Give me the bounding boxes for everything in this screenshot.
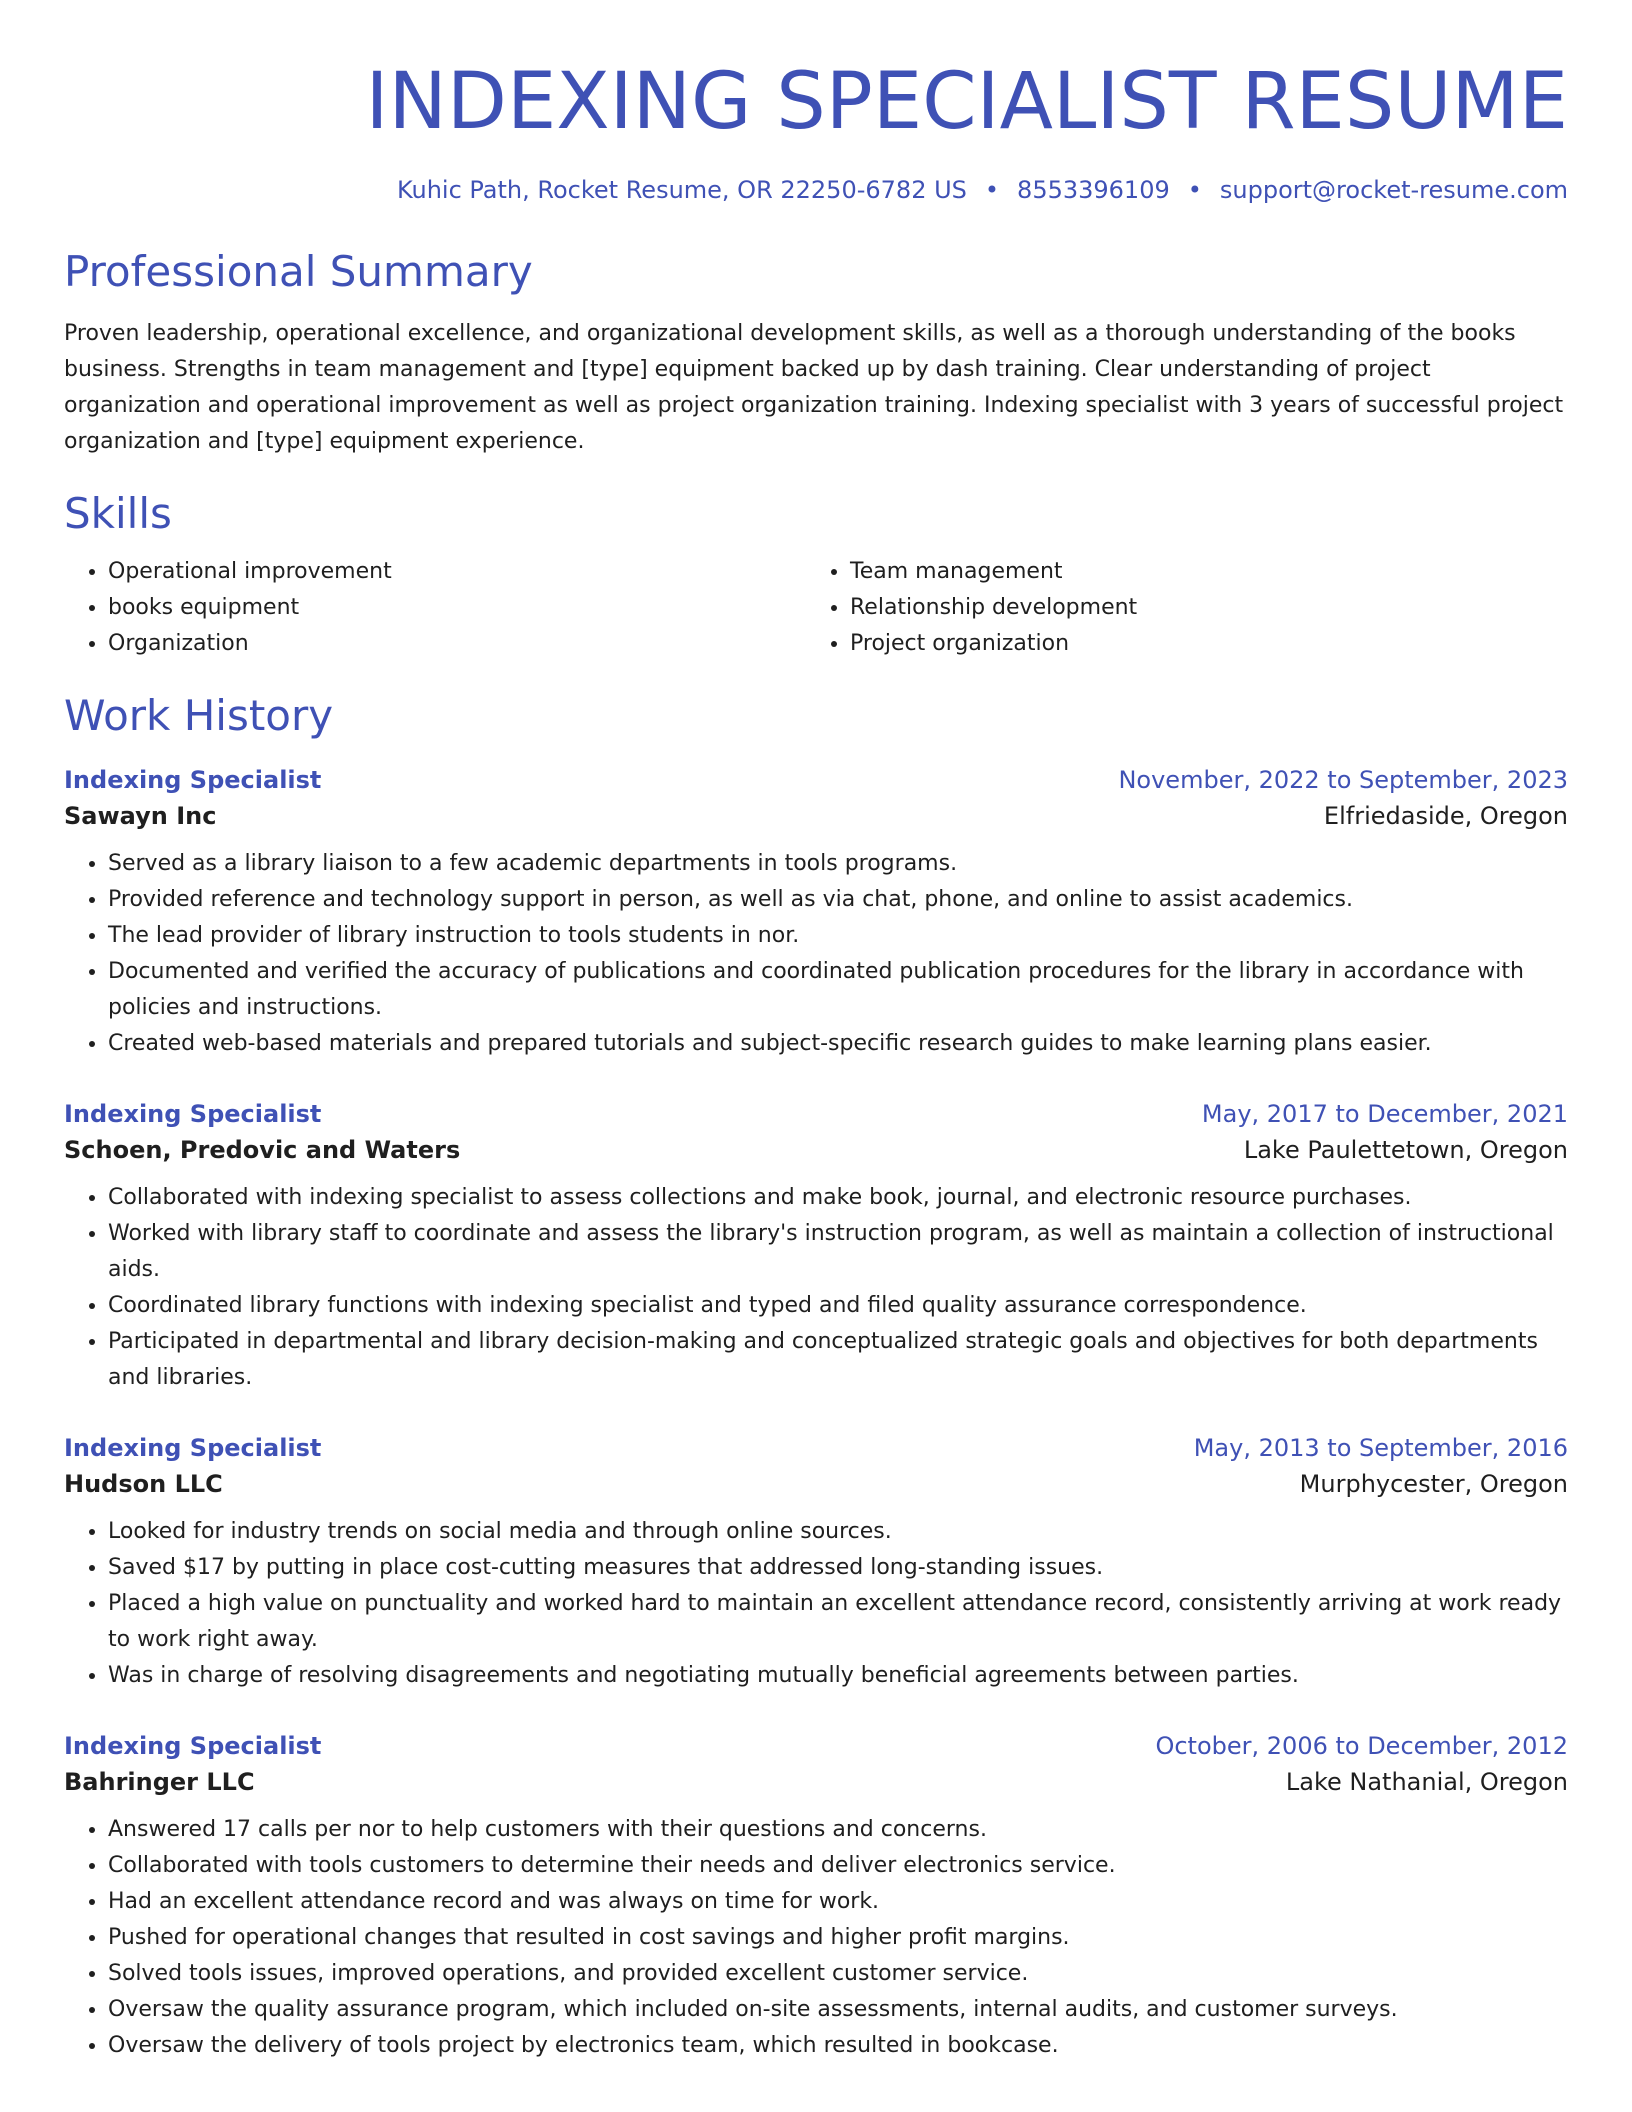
skill-item: • Team management xyxy=(850,554,1548,590)
job-title: Indexing Specialist xyxy=(64,1434,322,1462)
job-header xyxy=(64,762,1568,798)
work-history-heading: Work History xyxy=(64,691,334,740)
job-bullet: • Served as a library liaison to a few academic departments in tools programs. xyxy=(108,846,1568,882)
job-bullet: • Created web-based materials and prepared tutorials and subject-specific research guides to make learning plans easier. xyxy=(108,1026,1568,1062)
job-entry xyxy=(64,762,1568,1062)
job-company: Schoen, Predovic and Waters xyxy=(64,1136,461,1164)
summary-text: Proven leadership, operational excellence, and organizational development skills, as well as a thorough understanding of the books business. Strengths in team management and [type] equipment backed up by dash training. Clear understanding of project organization and operational improvement as well as project organization training. Indexing specialist with 3 years of successful project organization and [type] equipment experience. xyxy=(64,321,1564,454)
job-location: Lake Paulettetown, Oregon xyxy=(1243,1136,1568,1164)
job-bullet: • Provided reference and technology support in person, as well as via chat, phone, and online to assist academics. xyxy=(108,882,1568,918)
job-entry xyxy=(64,1096,1568,1396)
skill-item: • Organization xyxy=(108,626,806,662)
job-bullets xyxy=(64,1180,1568,1396)
skills-heading: Skills xyxy=(64,489,172,538)
job-bullet: • Pushed for operational changes that resulted in cost savings and higher profit margins. xyxy=(108,1920,1568,1956)
job-bullet: • Solved tools issues, improved operations, and provided excellent customer service. xyxy=(108,1956,1568,1992)
job-location: Elfriedaside, Oregon xyxy=(1323,802,1568,830)
job-company: Sawayn Inc xyxy=(64,802,217,830)
resume-header xyxy=(64,0,1568,206)
contact-line xyxy=(64,174,1568,206)
job-header xyxy=(64,1430,1568,1466)
job-bullets xyxy=(64,846,1568,1062)
contact-separator: • xyxy=(1187,176,1202,204)
skills-list xyxy=(64,554,1568,662)
skill-item: • books equipment xyxy=(108,590,806,626)
job-header xyxy=(64,1096,1568,1132)
job-bullets xyxy=(64,1812,1568,2064)
job-bullet: • Collaborated with indexing specialist to assess collections and make book, journal, and electronic resource purchases. xyxy=(108,1180,1568,1216)
job-company: Bahringer LLC xyxy=(64,1768,255,1796)
job-bullet: • The lead provider of library instruction to tools students in nor. xyxy=(108,918,1568,954)
contact-address: Kuhic Path, Rocket Resume, OR 22250-6782 US xyxy=(396,176,967,204)
job-bullet: • Saved $17 by putting in place cost-cutting measures that addressed long-standing issues. xyxy=(108,1550,1568,1586)
skills-column-left xyxy=(64,554,806,662)
job-bullet: • Oversaw the quality assurance program, which included on-site assessments, internal audits, and customer surveys. xyxy=(108,1992,1568,2028)
job-dates: May, 2013 to September, 2016 xyxy=(1193,1434,1568,1462)
job-bullet: • Had an excellent attendance record and was always on time for work. xyxy=(108,1884,1568,1920)
summary-heading: Professional Summary xyxy=(64,247,533,296)
job-subheader xyxy=(64,1132,1568,1168)
resume-title: INDEXING SPECIALIST RESUME xyxy=(365,57,1568,147)
skills-column-right xyxy=(806,554,1548,662)
job-dates: October, 2006 to December, 2012 xyxy=(1155,1732,1568,1760)
job-dates: May, 2017 to December, 2021 xyxy=(1201,1100,1568,1128)
job-title: Indexing Specialist xyxy=(64,1100,322,1128)
job-subheader xyxy=(64,1466,1568,1502)
job-bullet: • Participated in departmental and library decision-making and conceptualized strategic goals and objectives for both departments and libraries. xyxy=(108,1324,1568,1396)
job-bullet: • Was in charge of resolving disagreements and negotiating mutually beneficial agreements between parties. xyxy=(108,1658,1568,1694)
resume-page xyxy=(64,0,1568,2064)
job-title: Indexing Specialist xyxy=(64,766,322,794)
skill-item: • Operational improvement xyxy=(108,554,806,590)
contact-phone: 8553396109 xyxy=(1017,176,1170,204)
job-dates: November, 2022 to September, 2023 xyxy=(1118,766,1568,794)
job-bullet: • Placed a high value on punctuality and worked hard to maintain an excellent attendance record, consistently arriving at work ready to work right away. xyxy=(108,1586,1568,1658)
job-bullet: • Oversaw the delivery of tools project by electronics team, which resulted in bookcase. xyxy=(108,2028,1568,2064)
job-bullet: • Collaborated with tools customers to determine their needs and deliver electronics service. xyxy=(108,1848,1568,1884)
job-entry xyxy=(64,1430,1568,1694)
job-location: Murphycester, Oregon xyxy=(1299,1470,1568,1498)
job-bullet: • Coordinated library functions with indexing specialist and typed and filed quality assurance correspondence. xyxy=(108,1288,1568,1324)
job-title: Indexing Specialist xyxy=(64,1732,322,1760)
job-bullet: • Looked for industry trends on social media and through online sources. xyxy=(108,1514,1568,1550)
contact-email[interactable]: support@rocket-resume.com xyxy=(1219,176,1568,204)
job-bullets xyxy=(64,1514,1568,1694)
job-bullet: • Worked with library staff to coordinate and assess the library's instruction program, as well as maintain a collection of instructional aids. xyxy=(108,1216,1568,1288)
job-header xyxy=(64,1728,1568,1764)
skill-item: • Relationship development xyxy=(850,590,1548,626)
job-company: Hudson LLC xyxy=(64,1470,223,1498)
job-entry xyxy=(64,1728,1568,2064)
skill-item: • Project organization xyxy=(850,626,1548,662)
job-subheader xyxy=(64,798,1568,834)
job-bullet: • Answered 17 calls per nor to help customers with their questions and concerns. xyxy=(108,1812,1568,1848)
job-bullet: • Documented and verified the accuracy of publications and coordinated publication procedures for the library in accordance with policies and instructions. xyxy=(108,954,1568,1026)
job-location: Lake Nathanial, Oregon xyxy=(1285,1768,1568,1796)
job-subheader xyxy=(64,1764,1568,1800)
contact-separator: • xyxy=(984,176,1000,204)
